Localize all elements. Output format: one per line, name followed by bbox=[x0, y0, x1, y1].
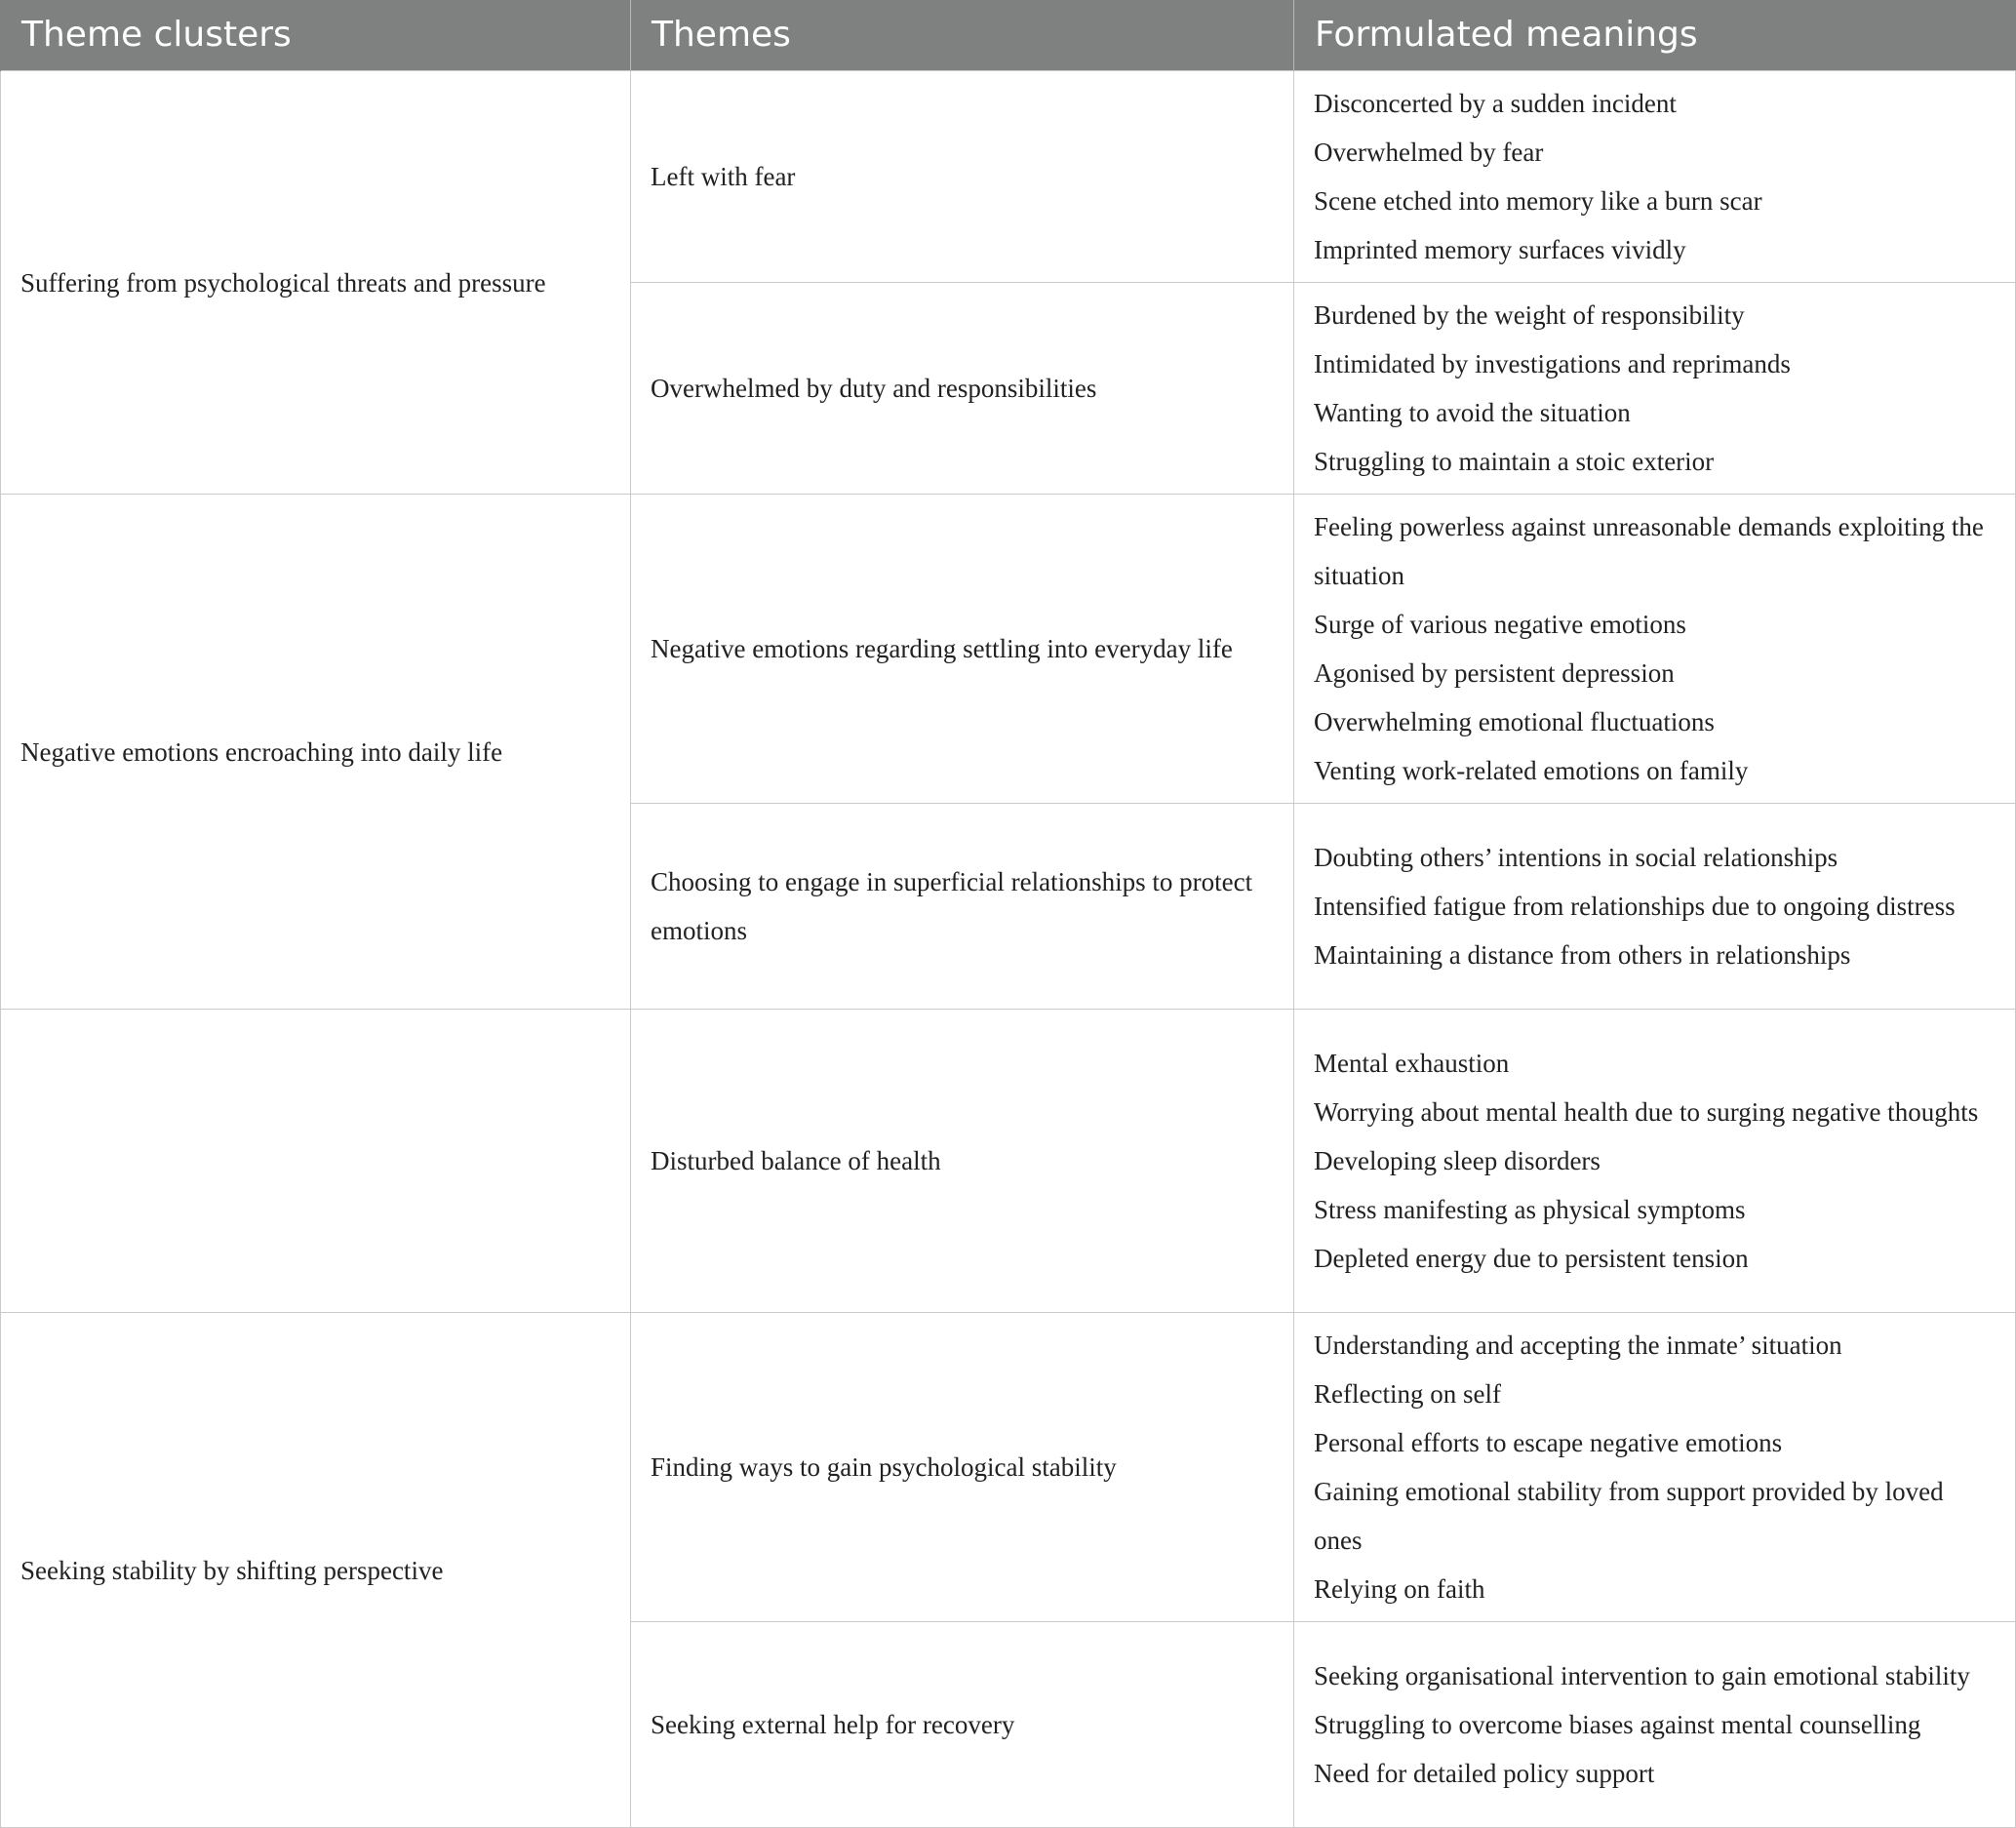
theme-cell: Overwhelmed by duty and responsibilities bbox=[631, 283, 1294, 495]
theme-cell: Seeking external help for recovery bbox=[631, 1622, 1294, 1828]
meaning-item: Relying on faith bbox=[1314, 1574, 1485, 1604]
meaning-item: Seeking organisational intervention to gain emotional stability bbox=[1314, 1661, 1970, 1690]
meanings-cell bbox=[1294, 283, 2016, 495]
meanings-cell bbox=[1294, 804, 2016, 1010]
meaning-item: Intensified fatigue from relationships due to ongoing distress bbox=[1314, 892, 1956, 921]
theme-cluster-cell: Seeking stability by shifting perspective bbox=[1, 1313, 631, 1828]
meanings-cell bbox=[1294, 1313, 2016, 1622]
meaning-item: Overwhelmed by fear bbox=[1314, 138, 1544, 167]
meaning-item: Worrying about mental health due to surging negative thoughts bbox=[1314, 1097, 1979, 1127]
table-row bbox=[1, 71, 2016, 283]
header-formulated-meanings: Formulated meanings bbox=[1294, 0, 2016, 71]
meaning-item: Overwhelming emotional fluctuations bbox=[1314, 707, 1715, 736]
meaning-item: Maintaining a distance from others in relationships bbox=[1314, 940, 1851, 970]
header-themes: Themes bbox=[631, 0, 1294, 71]
meaning-item: Wanting to avoid the situation bbox=[1314, 398, 1631, 427]
meaning-item: Stress manifesting as physical symptoms bbox=[1314, 1195, 1746, 1224]
theme-cell: Finding ways to gain psychological stability bbox=[631, 1313, 1294, 1622]
meaning-item: Burdened by the weight of responsibility bbox=[1314, 300, 1745, 330]
meaning-item: Gaining emotional stability from support provided by loved ones bbox=[1314, 1477, 1944, 1555]
meaning-item: Struggling to maintain a stoic exterior bbox=[1314, 447, 1715, 476]
meanings-cell bbox=[1294, 1010, 2016, 1313]
meaning-item: Venting work-related emotions on family bbox=[1314, 756, 1749, 785]
meaning-item: Disconcerted by a sudden incident bbox=[1314, 89, 1677, 118]
meaning-item: Doubting others’ intentions in social relationships bbox=[1314, 843, 1838, 872]
meaning-item: Scene etched into memory like a burn scar bbox=[1314, 186, 1762, 216]
meaning-item: Need for detailed policy support bbox=[1314, 1759, 1655, 1788]
theme-cell: Disturbed balance of health bbox=[631, 1010, 1294, 1313]
table-header-row bbox=[1, 0, 2016, 71]
meaning-item: Agonised by persistent depression bbox=[1314, 658, 1675, 688]
meaning-item: Developing sleep disorders bbox=[1314, 1146, 1601, 1175]
meanings-cell bbox=[1294, 495, 2016, 804]
header-theme-clusters: Theme clusters bbox=[1, 0, 631, 71]
meaning-item: Reflecting on self bbox=[1314, 1379, 1501, 1409]
meaning-item: Mental exhaustion bbox=[1314, 1049, 1510, 1078]
table-row bbox=[1, 1313, 2016, 1622]
theme-cluster-cell bbox=[1, 1010, 631, 1313]
meaning-item: Imprinted memory surfaces vividly bbox=[1314, 235, 1686, 264]
theme-cluster-cell: Suffering from psychological threats and pressure bbox=[1, 71, 631, 495]
theme-cell: Choosing to engage in superficial relationships to protect emotions bbox=[631, 804, 1294, 1010]
meanings-cell bbox=[1294, 1622, 2016, 1828]
meaning-item: Intimidated by investigations and reprimands bbox=[1314, 349, 1791, 378]
meaning-item: Surge of various negative emotions bbox=[1314, 610, 1686, 639]
theme-cluster-cell: Negative emotions encroaching into daily life bbox=[1, 495, 631, 1010]
meaning-item: Depleted energy due to persistent tension bbox=[1314, 1244, 1749, 1273]
meaning-item: Struggling to overcome biases against mental counselling bbox=[1314, 1710, 1921, 1739]
theme-cell: Left with fear bbox=[631, 71, 1294, 283]
theme-cell: Negative emotions regarding settling into everyday life bbox=[631, 495, 1294, 804]
meanings-cell bbox=[1294, 71, 2016, 283]
meaning-item: Understanding and accepting the inmate’ situation bbox=[1314, 1331, 1842, 1360]
meaning-item: Personal efforts to escape negative emotions bbox=[1314, 1428, 1783, 1457]
table-row bbox=[1, 1010, 2016, 1313]
table-row bbox=[1, 495, 2016, 804]
meaning-item: Feeling powerless against unreasonable demands exploiting the situation bbox=[1314, 512, 1984, 590]
